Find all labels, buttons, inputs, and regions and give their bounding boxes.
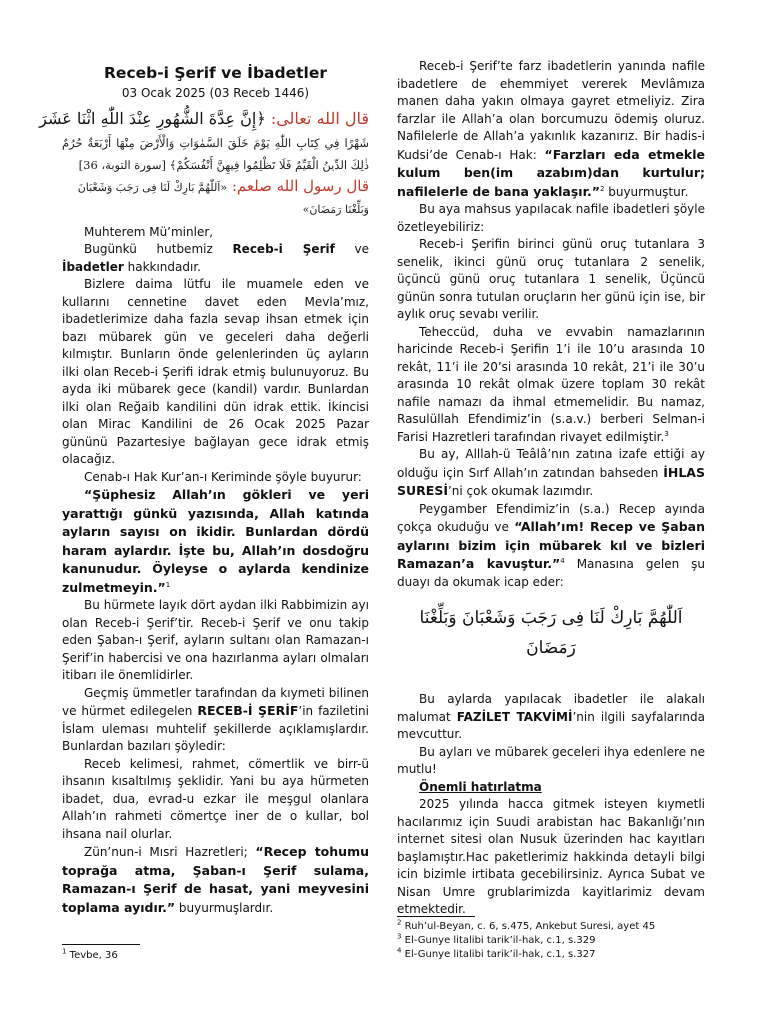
paragraph [62, 241, 369, 276]
footnote-text: El-Gunye litalibi tarik’il-hak, c.1, s.329 [404, 935, 596, 946]
footnotes-right [397, 920, 705, 962]
text-span: Receb-i Şerif’te farz ibadetlerin yanında nafile ibadetlere de ehemmiyet vererek Mevlâmıza manen daha yakın olmaya gayret etmeliyiz. Zira farzlar ile Allah’a olan borcumuzu ödemiş oluruz. Nafilelerle de Allah’a yakınlık kazanırız. Bir hadis-i Kudsi’de Cenab-ı Hak: [397, 59, 705, 162]
paragraph [397, 501, 705, 592]
footnote-text: El-Gunye litalibi tarik’il-hak, c.1, s.327 [404, 949, 596, 960]
footnote-ref[interactable]: 3 [664, 429, 669, 438]
text-span: Peygamber Efendimiz’in (s.a.) Recep ayında çokça okuduğu ve [397, 501, 705, 534]
footnote-num: 3 [397, 932, 402, 941]
text-span: buyurmuştur. [604, 184, 689, 199]
page-title: Receb-i Şerif ve İbadetler [104, 64, 327, 82]
paragraph [62, 843, 369, 917]
footnote [397, 920, 705, 934]
text-span: Zün’nun-i Mısri Hazretleri; [84, 845, 256, 859]
text-span: Bu aylarda yapılacak ibadetler ile alakalı malumat [397, 692, 705, 724]
note-text: 2025 yılında hacca gitmek isteyen kıymetli hacılarımız için Suudi arabistan hac Bakanlığı’nın internet sitesi olan Nusuk üzerinden hac kayıtları başlamıştır.Hac paketlerimiz hakkinda detayli bilgi icin bizimle irtibata gecebilirsiniz. Ayrıca Subat ve Nisan Umre grublarimizda kayitlarimiz devam etmektedir. [397, 797, 705, 916]
text-span: ’in faziletini İslam uleması muhtelif şekillerde açıklamışlardır. Bunlardan bazıları şöyledir: [62, 704, 369, 753]
emphasis: RECEB-İ ŞERİF [197, 703, 299, 718]
paragraph: Bu aya mahsus yapılacak nafile ibadetleri şöyle özetleyebiliriz: [397, 202, 705, 234]
footnote [397, 934, 705, 948]
footnote-num: 4 [397, 946, 402, 955]
paragraph [397, 58, 705, 201]
footnote-ref[interactable]: 2 [599, 184, 605, 193]
footnote [62, 949, 369, 963]
text-span: ’nin ilgili sayfalarında mevcuttur. [397, 709, 705, 741]
greeting: Muhterem Mü’minler, [84, 224, 214, 239]
footnote-num: 1 [62, 947, 67, 956]
hadith-intro: قال رسول الله صلعم: [231, 176, 369, 195]
footnote-rule [62, 944, 140, 945]
arabic-hadith [62, 176, 369, 220]
text-span: Bugünkü hutbemiz [84, 242, 233, 256]
arabic-dua: اَللّٰهُمَّ بَارِكْ لَنَا فِى رَجَبَ وَشَعْبَانَ وَبَلِّغْنَا رَمَضَانَ [419, 608, 683, 658]
paragraph: Receb kelimesi, rahmet, cömertlik ve birr-ü ihsanın kısaltılmış şeklidir. Yani bu aya hürmeten ibadet, dua, evrad-u ezkar ile meşgul olanlara Allah’ın rahmeti cömertçe iner de o kullar, bol ihsana nail olurlar. [62, 756, 369, 841]
text-span: Teheccüd, duha ve evvabin namazlarının haricinde Receb-i Şerifin 1’i ile 10’u arasında 10 rekât, 11’i ile 20’si arasında 10 rekât, 21’i ile 30’u arasında 10 rekât olmak üzere toplam 30 rekât nafile namazı da ihmal etmemelidir. Bu namaz, Rasulüllah Efendimiz’in (s.a.v.) berberi Selman-i Farisi Hazretleri tarafından rivayet edilmiştir. [397, 324, 705, 444]
text-span: Manasına gelen şu duayı da okumak icap eder: [397, 557, 705, 589]
hadith-text: «اَللّٰهُمَّ بَارِكْ لَنَا فِى رَجَبَ وَشَعْبَانَ وَبَلِّغْنَا رَمَضَانَ» [77, 180, 369, 216]
note-title: Önemli hatırlatma [419, 779, 542, 794]
paragraph: Cenab-ı Hak Kur’an-ı Keriminde şöyle buyurur: [84, 469, 362, 484]
paragraph [397, 446, 705, 501]
text-span: Geçmiş ümmetler tarafından da kıymeti bilinen ve hürmet edilegelen [62, 685, 369, 718]
quote-text: “Allah’ım! Recep ve Şaban aylarını bizim için mübarek kıl ve bizleri Ramazan’a kavuştur.” [397, 519, 705, 571]
footnote-text: Tevbe, 36 [69, 950, 118, 961]
quote-paragraph [62, 486, 369, 597]
text-span: ’ni çok okumak lazımdır. [447, 484, 594, 498]
paragraph [397, 691, 705, 744]
left-column [39, 58, 369, 917]
quote-text: “Şüphesiz Allah’ın gökleri ve yeri yarattığı günkü yazısında, Allah katında ayların sayısı on ikidir. Bunlardan dördü haram aylardır. İşte bu, Allah’ın dosdoğru kanunudur. Öyleyse o aylarda kendinize zulmetmeyin.” [62, 487, 369, 595]
quote-text: “Farzları eda etmekle kulum ben(im azabım)dan kurtulur; nafilelerle de bana yaklaşır.” [397, 146, 705, 199]
footnote-text: Ruh’ul-Beyan, c. 6, s.475, Ankebut Suresi, ayet 45 [404, 921, 656, 932]
verse-intro: قال الله تعالى: [270, 108, 369, 128]
footnote-num: 2 [397, 918, 402, 927]
quote-text: “Recep tohumu toprağa atma, Şaban-ı Şerif sulama, Ramazan-ı Şerif de hasat, yani meyvesini toplama ayıdır.” [62, 844, 369, 915]
footnote-ref[interactable]: 4 [560, 557, 565, 565]
footnote-ref[interactable]: 1 [165, 580, 171, 589]
arabic-verse-body: شَهْرًا فِي كِتَابِ اللّٰهِ يَوْمَ خَلَقَ السَّمٰوَاتِ وَالْأَرْضَ مِنْهَا أَرْبَعَةٌ حُرُمٌ ذٰلِكَ الدِّينُ الْقَيِّمُ فَلَا تَظْلِمُوا فِيهِنَّ أَنْفُسَكُمْ﴾ [سورة التوبة، 36] [62, 135, 369, 172]
text-span: Bu ay, Alllah-ü Teâlâ’nın zatına izafe ettiği ay olduğu için Sırf Allah’ın zatından bahseden [397, 447, 705, 480]
emphasis: FAZİLET TAKVİMİ [456, 709, 573, 724]
paragraph: Bu ayları ve mübarek geceleri ihya edenlere ne mutlu! [397, 744, 705, 776]
emphasis: İbadetler [62, 259, 124, 274]
text-span: ve [334, 242, 369, 256]
paragraph: Bu hürmete layık dört aydan ilki Rabbimizin ayı olan Receb-i Şerif’tir. Receb-i Şerif ve onu takip eden Şaban-ı Şerif, ayların sultanı olan Ramazan-ı Şerif’in habercisi ve ona hazırlanma ayları olmaları itibarı ile önemlidirler. [62, 598, 369, 682]
paragraph [62, 685, 369, 756]
paragraph: Bizlere daima lütfu ile muamele eden ve kullarını cennetine davet eden Mevla’mız, ibadetlerimize daha fazla sevap ihsan etmek için bazı mübarek gün ve geceleri daha değerli kılmıştır. Bunların önde gelenlerinden üç ayların ilki olan Receb-i Şerifi idrak etmiş bulunuyoruz. Bu ayda iki mübarek gece (kandil) vardır. Bunlardan ilki olan Reğaib kandilini dün idrak ettik. İkincisi olan Mirac Kandilini de 26 Ocak 2025 Pazar gününü Pazartesiye bağlayan gece idrak etmiş olacağız. [62, 277, 369, 466]
paragraph: Receb-i Şerifin birinci günü oruç tutanlara 3 senelik, ikinci günü oruç tutanlara 2 senelik, üçüncü günü oruç tutanlara 1 senelik, Üçüncü günün sonra tutulan oruçların her günü için ise, bir aylık oruç sevabı verilir. [397, 237, 705, 321]
emphasis: Receb-i Şerif [232, 242, 335, 256]
right-column [397, 58, 705, 919]
paragraph [397, 324, 705, 447]
footnote-rule [397, 916, 475, 917]
arabic-verse-heading [0, 105, 369, 132]
page-date: 03 Ocak 2025 (03 Receb 1446) [121, 86, 310, 100]
footnote [397, 948, 705, 962]
text-span: buyurmuşlardır. [175, 900, 274, 915]
text-span: hakkındadır. [123, 259, 201, 274]
footnotes-left [62, 949, 369, 963]
verse-line-1: ﴿إِنَّ عِدَّةَ الشُّهُورِ عِنْدَ اللّٰهِ اثْنَا عَشَرَ [39, 108, 266, 128]
emphasis: İHLAS SURESİ [397, 464, 705, 498]
